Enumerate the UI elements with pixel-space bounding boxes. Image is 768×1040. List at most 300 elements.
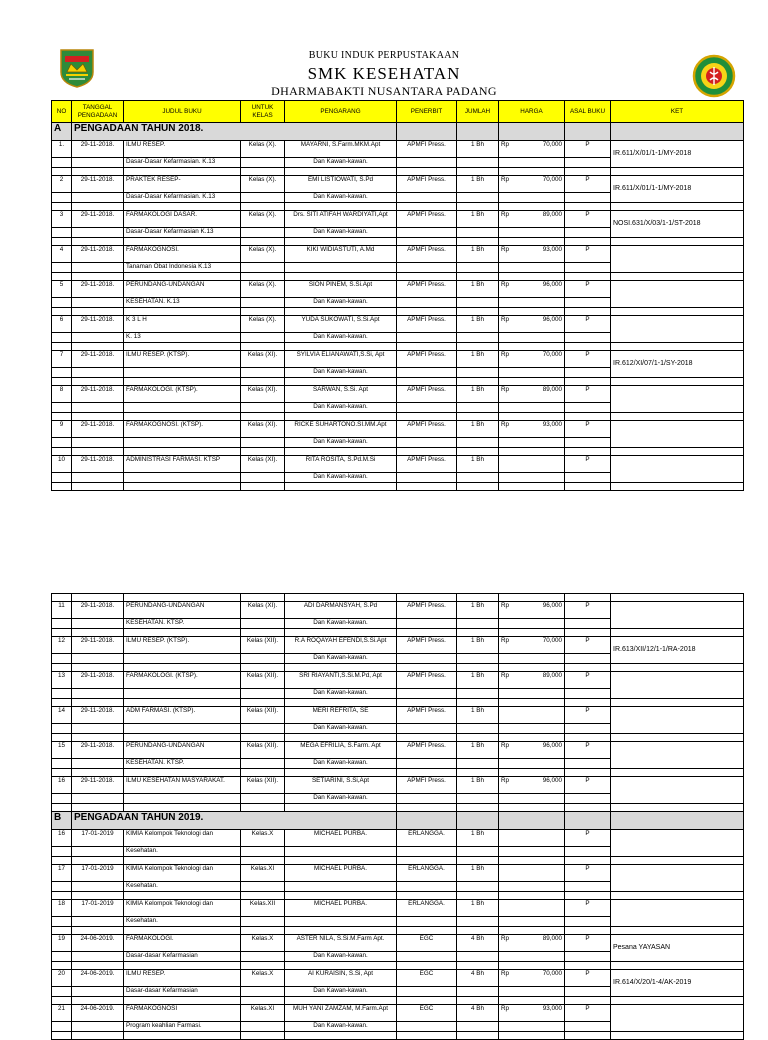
empty-cell [457, 263, 499, 273]
quantity: 1 Bh [457, 281, 499, 298]
empty-cell [499, 882, 565, 892]
price-value: 89,000 [542, 935, 562, 942]
price-value: 89,000 [542, 386, 562, 393]
book-source: P [565, 777, 611, 794]
row-number: 2 [52, 176, 72, 193]
price [499, 386, 565, 403]
class-level: Kelas (XII). [241, 777, 285, 794]
column-header: NO [52, 101, 72, 123]
empty-cell [72, 759, 124, 769]
currency-label: Rp [501, 246, 510, 253]
spacer-row [52, 664, 744, 672]
spacer-row [52, 699, 744, 707]
price-value: 96,000 [542, 316, 562, 323]
remarks: IR.611/X/01/1-1/MY-2018 [611, 141, 744, 168]
remarks [611, 602, 744, 629]
publisher: APMFI Press. [397, 637, 457, 654]
currency-label: Rp [501, 637, 510, 644]
empty-cell [565, 952, 611, 962]
acquisition-date: 29-11-2018. [72, 141, 124, 158]
book-source: P [565, 141, 611, 158]
author: AI KURAISIN, S.Si, Apt [285, 970, 397, 987]
spacer-row [52, 594, 744, 602]
empty-cell [397, 333, 457, 343]
book-source: P [565, 316, 611, 333]
empty-cell [52, 193, 72, 203]
publisher: EGC [397, 935, 457, 952]
empty-cell [499, 847, 565, 857]
price [499, 246, 565, 263]
book-subtitle [124, 689, 241, 699]
spacer-row [52, 927, 744, 935]
remarks: IR.611/X/01/1-1/MY-2018 [611, 176, 744, 203]
empty-cell [457, 952, 499, 962]
book-subtitle: Kesehatan. [124, 917, 241, 927]
class-level: Kelas (XII). [241, 637, 285, 654]
author-note: Dan Kawan-kawan. [285, 619, 397, 629]
book-title: PERUNDANG-UNDANGAN [124, 742, 241, 759]
remarks: NOSI.631/X/03/1-1/ST-2018 [611, 211, 744, 238]
empty-cell [72, 794, 124, 804]
column-header: JUMLAH [457, 101, 499, 123]
empty-cell [457, 689, 499, 699]
book-row [52, 742, 744, 759]
publisher: APMFI Press. [397, 211, 457, 228]
book-title: ILMU RESEP. (KTSP). [124, 351, 241, 368]
spacer-row [52, 203, 744, 211]
row-number: 12 [52, 637, 72, 654]
empty-cell [72, 1022, 124, 1032]
book-subtitle: KESEHATAN. K.13 [124, 298, 241, 308]
remarks [611, 830, 744, 857]
book-title: PERUNDANG-UNDANGAN [124, 602, 241, 619]
author: YUDA SUKOWATI, S.Si.Apt [285, 316, 397, 333]
spacer-row [52, 629, 744, 637]
class-level: Kelas (XI). [241, 351, 285, 368]
empty-cell [397, 987, 457, 997]
empty-cell [397, 952, 457, 962]
currency-label: Rp [501, 351, 510, 358]
row-number: 11 [52, 602, 72, 619]
empty-cell [241, 619, 285, 629]
author: MEGA EFRILIA, S.Farm. Apt [285, 742, 397, 759]
quantity: 1 Bh [457, 830, 499, 847]
empty-cell [499, 438, 565, 448]
empty-cell [241, 193, 285, 203]
price [499, 970, 565, 987]
empty-cell [457, 403, 499, 413]
currency-label: Rp [501, 1005, 510, 1012]
publisher: EGC [397, 970, 457, 987]
quantity: 1 Bh [457, 141, 499, 158]
empty-cell [52, 158, 72, 168]
class-level: Kelas (X). [241, 211, 285, 228]
acquisition-date: 29-11-2018. [72, 637, 124, 654]
empty-cell [241, 689, 285, 699]
book-source: P [565, 456, 611, 473]
book-subtitle [124, 724, 241, 734]
price [499, 707, 565, 724]
empty-cell [72, 438, 124, 448]
empty-cell [241, 263, 285, 273]
empty-cell [499, 619, 565, 629]
author: MICHAEL PURBA. [285, 865, 397, 882]
empty-cell [397, 724, 457, 734]
empty-cell [241, 917, 285, 927]
empty-cell [397, 619, 457, 629]
publisher: APMFI Press. [397, 421, 457, 438]
empty-cell [565, 882, 611, 892]
acquisition-date: 29-11-2018. [72, 351, 124, 368]
currency-label: Rp [501, 316, 510, 323]
book-row [52, 637, 744, 654]
empty-cell [72, 952, 124, 962]
empty-cell [52, 952, 72, 962]
row-number: 18 [52, 900, 72, 917]
acquisition-date: 29-11-2018. [72, 456, 124, 473]
author-note: Dan Kawan-kawan. [285, 654, 397, 664]
book-row [52, 246, 744, 263]
book-register-table-continued [51, 593, 744, 1040]
publisher: APMFI Press. [397, 742, 457, 759]
empty-cell [52, 847, 72, 857]
book-subtitle: Tanaman Obat Indonesia K.13 [124, 263, 241, 273]
empty-cell [457, 619, 499, 629]
empty-cell [565, 689, 611, 699]
empty-cell [565, 438, 611, 448]
empty-cell [72, 333, 124, 343]
author-note: Dan Kawan-kawan. [285, 759, 397, 769]
book-title: FARMAKOGNOSI [124, 1005, 241, 1022]
book-source: P [565, 1005, 611, 1022]
currency-label: Rp [501, 742, 510, 749]
empty-cell [241, 298, 285, 308]
currency-label: Rp [501, 777, 510, 784]
empty-cell [241, 1022, 285, 1032]
row-number: 9 [52, 421, 72, 438]
empty-cell [72, 987, 124, 997]
row-number: 16 [52, 777, 72, 794]
empty-cell [52, 438, 72, 448]
book-row [52, 935, 744, 952]
class-level: Kelas (X). [241, 176, 285, 193]
quantity: 1 Bh [457, 246, 499, 263]
price [499, 602, 565, 619]
book-source: P [565, 176, 611, 193]
acquisition-date: 24-06-2019. [72, 1005, 124, 1022]
spacer-row [52, 734, 744, 742]
price-value: 70,000 [542, 970, 562, 977]
publisher: APMFI Press. [397, 602, 457, 619]
column-header: PENGARANG [285, 101, 397, 123]
empty-cell [499, 473, 565, 483]
empty-cell [397, 882, 457, 892]
empty-cell [52, 263, 72, 273]
book-title: ILMU RESEP. (KTSP). [124, 637, 241, 654]
remarks [611, 707, 744, 734]
empty-cell [241, 403, 285, 413]
column-header: PENERBIT [397, 101, 457, 123]
empty-cell [565, 298, 611, 308]
currency-label: Rp [501, 386, 510, 393]
publisher: ERLANGGA. [397, 830, 457, 847]
section-title: PENGADAAN TAHUN 2018. [72, 123, 397, 141]
empty-cell [241, 228, 285, 238]
row-number: 5 [52, 281, 72, 298]
book-title: PRAKTEK RESEP- [124, 176, 241, 193]
remarks [611, 777, 744, 804]
empty-cell [52, 473, 72, 483]
book-row [52, 830, 744, 847]
book-title: KIMIA Kelompok Teknologi dan [124, 830, 241, 847]
book-source: P [565, 900, 611, 917]
book-subtitle: Dasar-Dasar Kefarmasian. K.13 [124, 193, 241, 203]
author-note: Dan Kawan-kawan. [285, 1022, 397, 1032]
acquisition-date: 29-11-2018. [72, 742, 124, 759]
author: KIKI WIDIASTUTI, A.Md [285, 246, 397, 263]
book-row [52, 672, 744, 689]
empty-cell [52, 759, 72, 769]
empty-cell [565, 724, 611, 734]
empty-cell [565, 403, 611, 413]
remarks [611, 865, 744, 892]
empty-cell [241, 724, 285, 734]
row-number: 3 [52, 211, 72, 228]
class-level: Kelas (X). [241, 246, 285, 263]
price [499, 1005, 565, 1022]
author-note: Dan Kawan-kawan. [285, 794, 397, 804]
book-source: P [565, 602, 611, 619]
empty-cell [499, 724, 565, 734]
quantity: 1 Bh [457, 672, 499, 689]
empty-cell [52, 794, 72, 804]
publisher: APMFI Press. [397, 672, 457, 689]
book-subtitle [124, 403, 241, 413]
class-level: Kelas (XI). [241, 386, 285, 403]
author: Drs. SITI ATIFAH WARDIYATI,Apt [285, 211, 397, 228]
book-subtitle: Kesehatan. [124, 847, 241, 857]
currency-label: Rp [501, 421, 510, 428]
empty-cell [241, 952, 285, 962]
price-value: 89,000 [542, 672, 562, 679]
empty-cell [565, 654, 611, 664]
book-source: P [565, 351, 611, 368]
empty-cell [52, 619, 72, 629]
currency-label: Rp [501, 602, 510, 609]
empty-cell [457, 368, 499, 378]
remarks [611, 672, 744, 699]
book-title: FARMAKOGNOSI. (KTSP). [124, 421, 241, 438]
acquisition-date: 24-06-2019. [72, 935, 124, 952]
empty-cell [457, 917, 499, 927]
author: SARWAN, S.Si. Apt [285, 386, 397, 403]
remarks [611, 900, 744, 927]
empty-cell [72, 917, 124, 927]
empty-cell [499, 794, 565, 804]
empty-cell [397, 298, 457, 308]
empty-cell [565, 228, 611, 238]
publisher: APMFI Press. [397, 707, 457, 724]
author-note [285, 882, 397, 892]
price [499, 176, 565, 193]
spacer-row [52, 168, 744, 176]
author: MICHAEL PURBA. [285, 900, 397, 917]
price-value: 89,000 [542, 211, 562, 218]
publisher: APMFI Press. [397, 316, 457, 333]
author: RICKE SUHARTONO.SI.MM.Apt [285, 421, 397, 438]
price [499, 211, 565, 228]
spacer-row [52, 238, 744, 246]
quantity: 4 Bh [457, 935, 499, 952]
spacer-row [52, 343, 744, 351]
author-note: Dan Kawan-kawan. [285, 987, 397, 997]
quantity: 1 Bh [457, 865, 499, 882]
book-title: PERUNDANG-UNDANGAN [124, 281, 241, 298]
empty-cell [457, 759, 499, 769]
price-value: 96,000 [542, 742, 562, 749]
empty-cell [397, 438, 457, 448]
author-note: Dan Kawan-kawan. [285, 473, 397, 483]
empty-cell [397, 654, 457, 664]
book-row [52, 602, 744, 619]
book-title: KIMIA Kelompok Teknologi dan [124, 900, 241, 917]
book-source: P [565, 637, 611, 654]
book-source: P [565, 246, 611, 263]
book-title: K 3 L H [124, 316, 241, 333]
class-level: Kelas.XII [241, 900, 285, 917]
empty-cell [457, 438, 499, 448]
empty-cell [457, 158, 499, 168]
book-subtitle: Kesehatan. [124, 882, 241, 892]
book-source: P [565, 865, 611, 882]
empty-cell [565, 193, 611, 203]
empty-cell [72, 689, 124, 699]
book-title: ILMU KESEHATAN MASYARAKAT. [124, 777, 241, 794]
author: ADI DARMANSYAH, S.Pd [285, 602, 397, 619]
empty-cell [72, 619, 124, 629]
empty-cell [52, 689, 72, 699]
book-subtitle [124, 438, 241, 448]
acquisition-date: 29-11-2018. [72, 672, 124, 689]
price [499, 456, 565, 473]
row-number: 10 [52, 456, 72, 473]
book-title: KIMIA Kelompok Teknologi dan [124, 865, 241, 882]
book-source: P [565, 211, 611, 228]
price [499, 672, 565, 689]
author: MUH YANI ZAMZAM, M.Farm.Apt [285, 1005, 397, 1022]
acquisition-date: 17-01-2019 [72, 830, 124, 847]
empty-cell [397, 403, 457, 413]
book-row [52, 1005, 744, 1022]
school-emblem-icon [692, 54, 736, 98]
row-number: 20 [52, 970, 72, 987]
price-value: 70,000 [542, 141, 562, 148]
empty-cell [397, 368, 457, 378]
empty-cell [52, 228, 72, 238]
author-note: Dan Kawan-kawan. [285, 403, 397, 413]
remarks [611, 386, 744, 413]
quantity: 1 Bh [457, 211, 499, 228]
empty-cell [499, 333, 565, 343]
class-level: Kelas.XI [241, 865, 285, 882]
author-note: Dan Kawan-kawan. [285, 228, 397, 238]
empty-cell [72, 654, 124, 664]
empty-cell [499, 298, 565, 308]
class-level: Kelas (XII). [241, 707, 285, 724]
author: MICHAEL PURBA. [285, 830, 397, 847]
empty-cell [241, 847, 285, 857]
price [499, 316, 565, 333]
author: EMI LISTIOWATI, S.Pd [285, 176, 397, 193]
empty-cell [457, 847, 499, 857]
empty-cell [52, 298, 72, 308]
currency-label: Rp [501, 672, 510, 679]
empty-cell [565, 987, 611, 997]
empty-cell [397, 917, 457, 927]
empty-cell [72, 473, 124, 483]
quantity: 1 Bh [457, 637, 499, 654]
remarks: Pesana YAYASAN [611, 935, 744, 962]
quantity: 1 Bh [457, 351, 499, 368]
spacer-row [52, 857, 744, 865]
empty-cell [565, 917, 611, 927]
book-title: ILMU RESEP. [124, 141, 241, 158]
publisher: APMFI Press. [397, 456, 457, 473]
empty-cell [499, 193, 565, 203]
book-subtitle [124, 654, 241, 664]
section-row [52, 123, 744, 141]
remarks [611, 316, 744, 343]
class-level: Kelas (XI). [241, 602, 285, 619]
empty-cell [457, 333, 499, 343]
author: RITA ROSITA, S.Pd.M.Si [285, 456, 397, 473]
publisher: EGC [397, 1005, 457, 1022]
author: SRI RIAYANTI,S.Si.M.Pd, Apt [285, 672, 397, 689]
book-row [52, 970, 744, 987]
row-number: 15 [52, 742, 72, 759]
book-subtitle: Dasar-dasar Kefarmasian [124, 987, 241, 997]
section-title: PENGADAAN TAHUN 2019. [72, 812, 397, 830]
header-row [52, 101, 744, 123]
book-source: P [565, 742, 611, 759]
empty-cell [565, 619, 611, 629]
book-title: FARMAKOLOGI. (KTSP). [124, 672, 241, 689]
author: SION PINEM, S.Si.Apt [285, 281, 397, 298]
empty-cell [565, 368, 611, 378]
acquisition-date: 29-11-2018. [72, 211, 124, 228]
empty-cell [499, 263, 565, 273]
spacer-row [52, 1032, 744, 1040]
quantity: 1 Bh [457, 742, 499, 759]
header-line1: BUKU INDUK PERPUSTAKAAN [308, 50, 460, 61]
currency-label: Rp [501, 935, 510, 942]
document-header [0, 44, 768, 100]
class-level: Kelas (XI). [241, 456, 285, 473]
book-source: P [565, 672, 611, 689]
empty-cell [52, 333, 72, 343]
empty-cell [72, 882, 124, 892]
currency-label: Rp [501, 970, 510, 977]
book-row [52, 900, 744, 917]
author-note [285, 847, 397, 857]
empty-cell [72, 403, 124, 413]
remarks [611, 281, 744, 308]
column-header: JUDUL BUKU [124, 101, 241, 123]
class-level: Kelas.X [241, 830, 285, 847]
empty-cell [457, 987, 499, 997]
section-row [52, 812, 744, 830]
school-name: SMK KESEHATAN [307, 64, 461, 83]
